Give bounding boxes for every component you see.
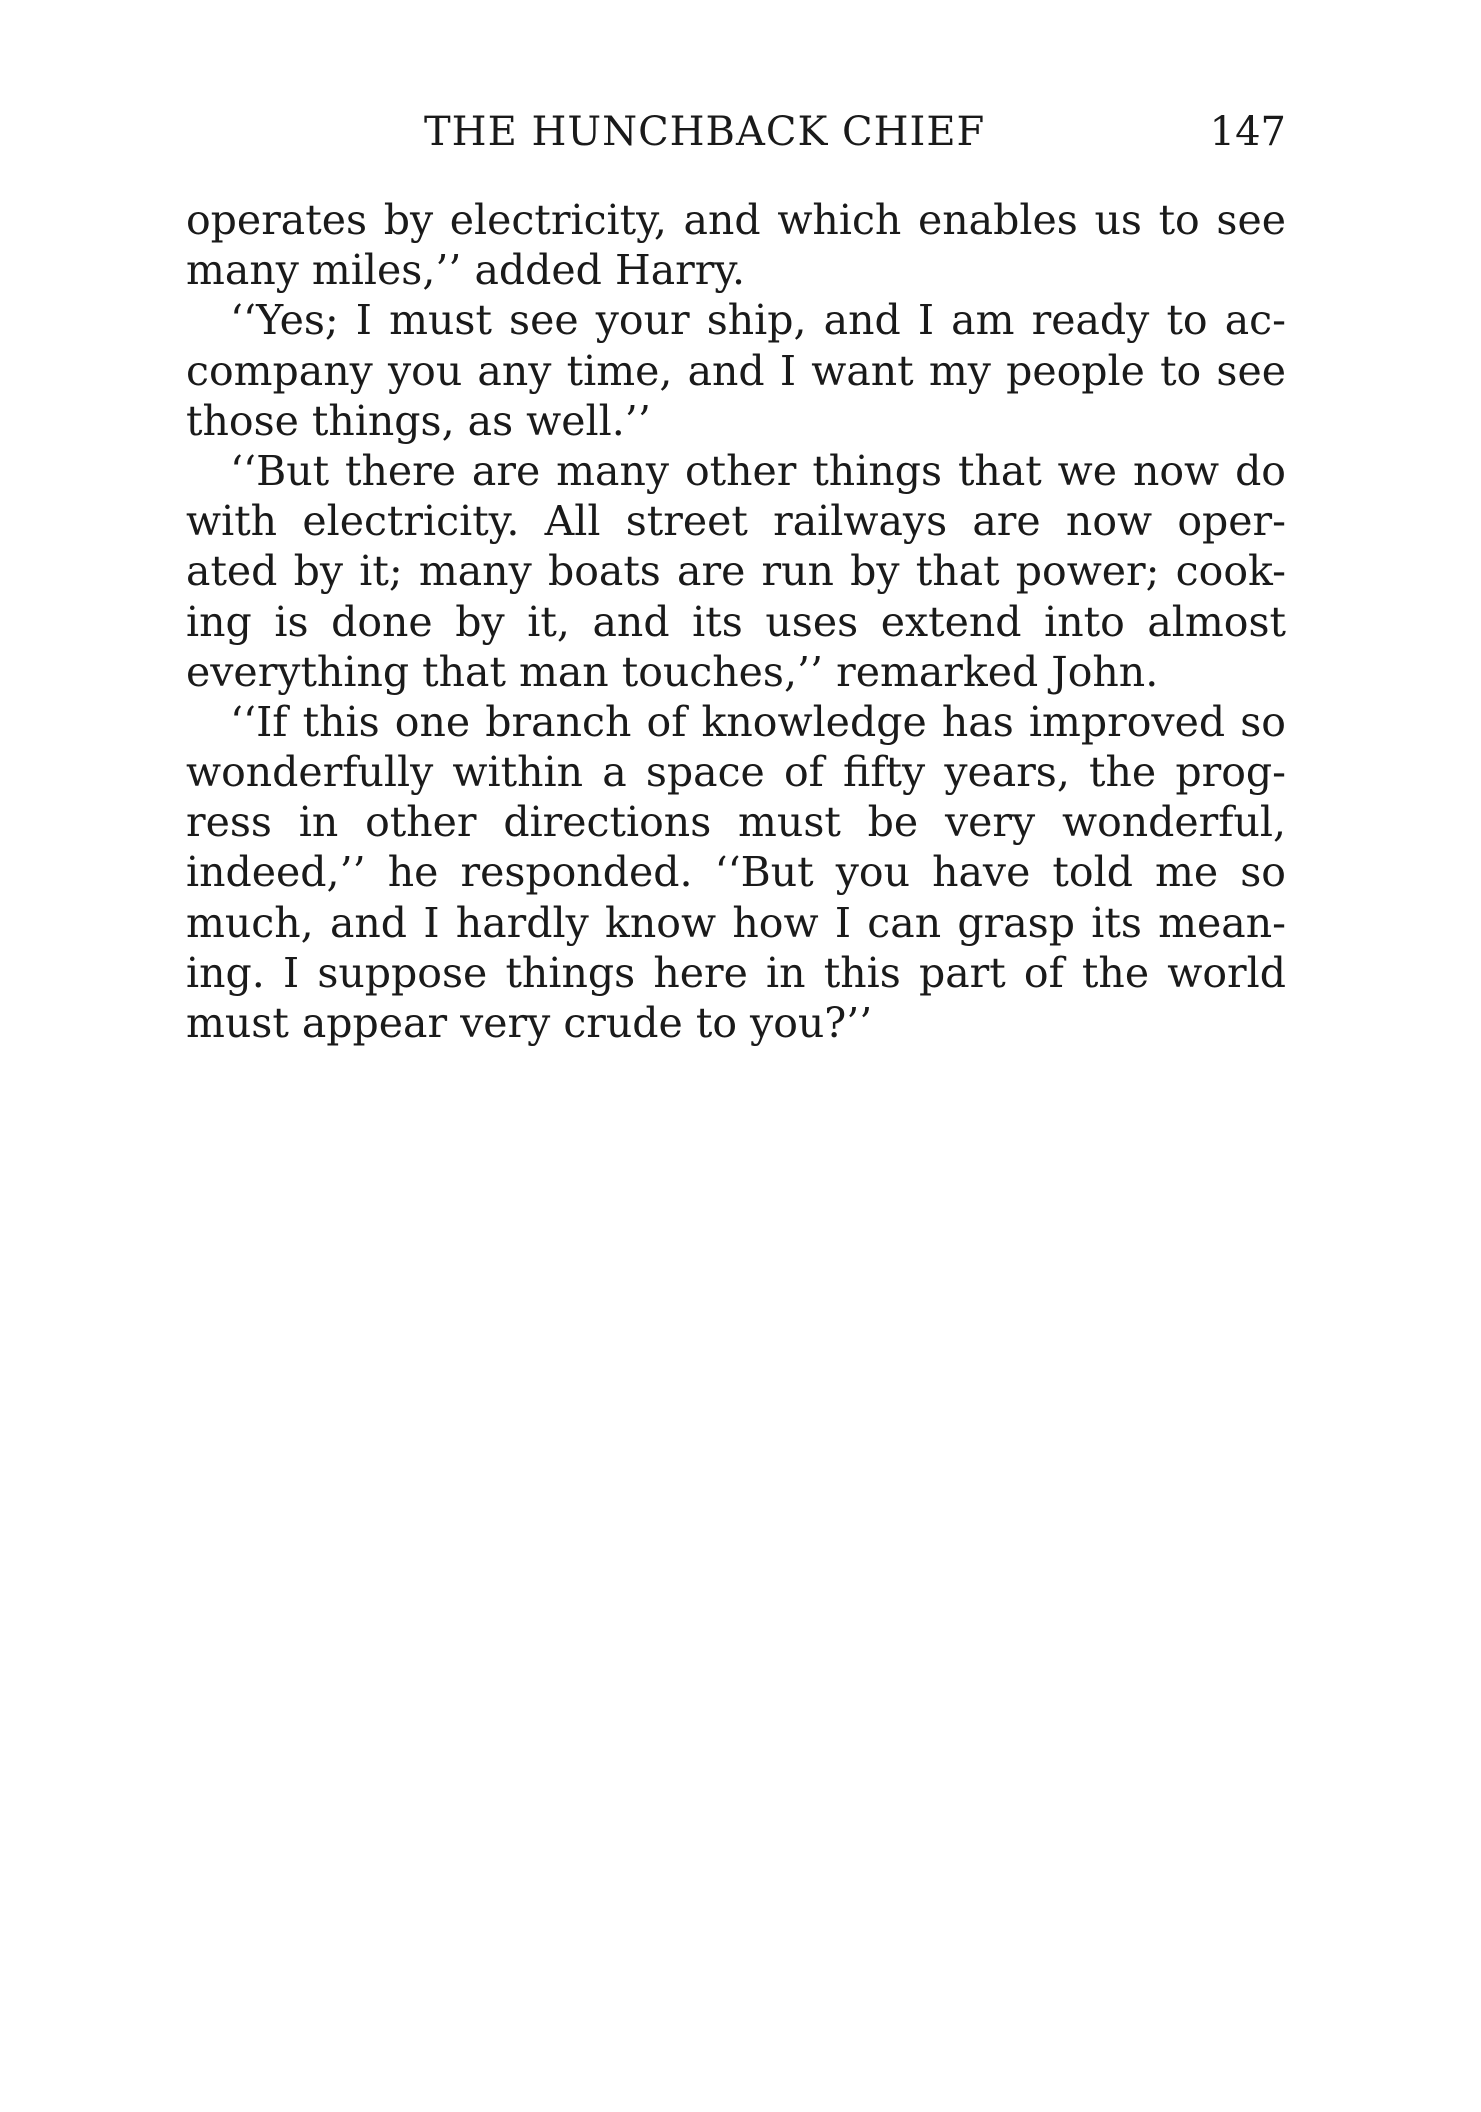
running-head [186,104,1286,160]
text-line: operates by electricity, and which enables us to see [186,196,1286,244]
text-line: those things, as well.’’ [186,396,651,445]
text-line: many miles,’’ added Harry. [186,246,746,295]
text-line: must appear very crude to you?’’ [186,999,873,1047]
text-line: ress in other directions must be very wonderful, [186,798,1286,847]
text-line: company you any time, and I want my people to see [186,346,1286,395]
text-line: ‘‘But there are many other things that we now do [230,446,1286,495]
text-line: ing. I suppose things here in this part of the world [186,948,1286,997]
text-line: ing is done by it, and its uses extend into almost [186,597,1286,646]
text-line: wonderfully within a space of fifty years, the prog- [186,748,1286,797]
text-line: indeed,’’ he responded. ‘‘But you have told me so [186,848,1286,897]
text-line: everything that man touches,’’ remarked John. [186,647,1159,696]
page-number: 147 [1209,109,1286,155]
text-line: much, and I hardly know how I can grasp its mean- [186,898,1286,947]
text-line: ated by it; many boats are run by that power; cook- [186,547,1286,596]
body-text [186,195,1286,1048]
running-title: THE HUNCHBACK CHIEF [424,109,986,155]
text-line: with electricity. All street railways are now oper- [186,497,1286,546]
text-line: ‘‘If this one branch of knowledge has improved so [230,697,1286,746]
text-line: ‘‘Yes; I must see your ship, and I am ready to ac- [230,296,1286,345]
